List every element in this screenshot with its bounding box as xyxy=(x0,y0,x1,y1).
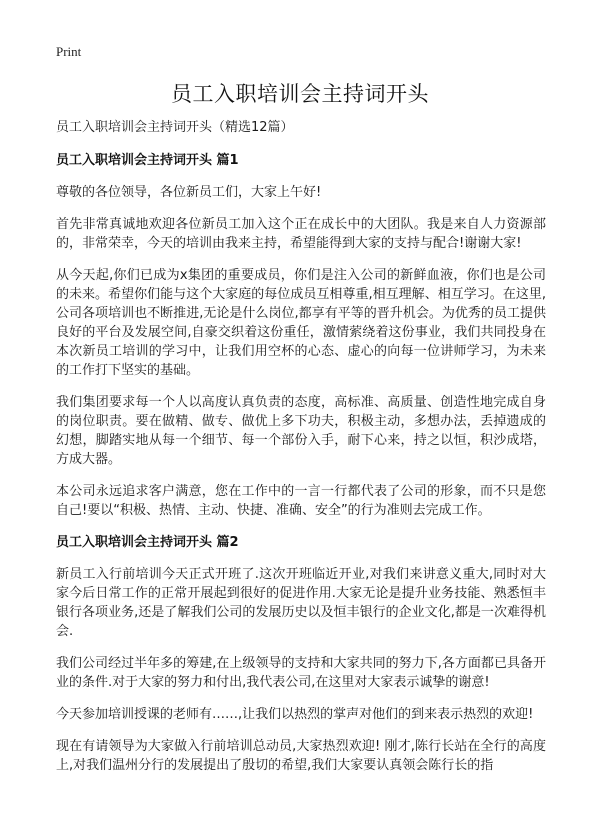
paragraph: 现在有请领导为大家做入行前培训总动员,大家热烈欢迎! 刚才,陈行长站在全行的高度上,对我们温州分行的发展提出了殷切的希望,我们大家要认真领会陈行长的指 xyxy=(56,739,546,773)
print-link[interactable]: Print xyxy=(56,44,82,59)
section-2 xyxy=(56,533,546,775)
document-body xyxy=(56,118,546,788)
section-1 xyxy=(56,151,546,520)
document-subtitle: 员工入职培训会主持词开头（精选12篇） xyxy=(56,120,294,135)
paragraph: 本公司永远追求客户满意，您在工作中的一言一行都代表了公司的形象，而不只是您自己!要以“积极、热情、主动、快捷、准确、安全”的行为准则去完成工作。 xyxy=(56,484,546,518)
paragraph: 新员工入行前培训今天正式开班了.这次开班临近开业,对我们来讲意义重大,同时对大家今后日常工作的正常开展起到很好的促进作用.大家无论是提升业务技能、熟悉恒丰银行各项业务,还是了解我们公司的发展历史以及恒丰银行的企业文化,都是一次难得机会. xyxy=(56,567,546,639)
paragraph: 首先非常真诚地欢迎各位新员工加入这个正在成长中的大团队。我是来自人力资源部的，非常荣幸，今天的培训由我来主持，希望能得到大家的支持与配合!谢谢大家! xyxy=(56,217,546,251)
page-title: 员工入职培训会主持词开头 xyxy=(171,82,429,106)
section-heading: 员工入职培训会主持词开头 篇1 xyxy=(56,153,239,168)
paragraph: 尊敬的各位领导，各位新员工们，大家上午好! xyxy=(56,185,322,200)
section-heading: 员工入职培训会主持词开头 篇2 xyxy=(56,535,239,550)
paragraph: 我们公司经过半年多的筹建,在上级领导的支持和大家共同的努力下,各方面都已具备开业的条件.对于大家的努力和付出,我代表公司,在这里对大家表示诚挚的谢意! xyxy=(56,656,546,690)
paragraph: 我们集团要求每一个人以高度认真负责的态度，高标准、高质量、创造性地完成自身的岗位职责。要在做精、做专、做优上多下功夫，积极主动，多想办法，丢掉遗成的幻想，脚踏实地从每一个细节、每一个部份入手，耐下心来，持之以恒，积沙成塔，方成大器。 xyxy=(56,395,546,467)
paragraph: 从今天起,你们已成为x集团的重要成员，你们是注入公司的新鲜血液，你们也是公司的未来。希望你们能与这个大家庭的每位成员互相尊重,相互理解、相互学习。在这里,公司各项培训也不断推进,无论是什么岗位,都享有平等的晋升机会。为优秀的员工提供良好的平台及发展空间,自豪交织着这份重任，激情萦绕着这份事业，我们共同投身在本次新员工培训的学习中，让我们用空杯的心态、虚心的向每一位讲师学习，为未来的工作打下坚实的基础。 xyxy=(56,268,546,378)
paragraph: 今天参加培训授课的老师有……,让我们以热烈的掌声对他们的到来表示热烈的欢迎! xyxy=(56,707,534,722)
